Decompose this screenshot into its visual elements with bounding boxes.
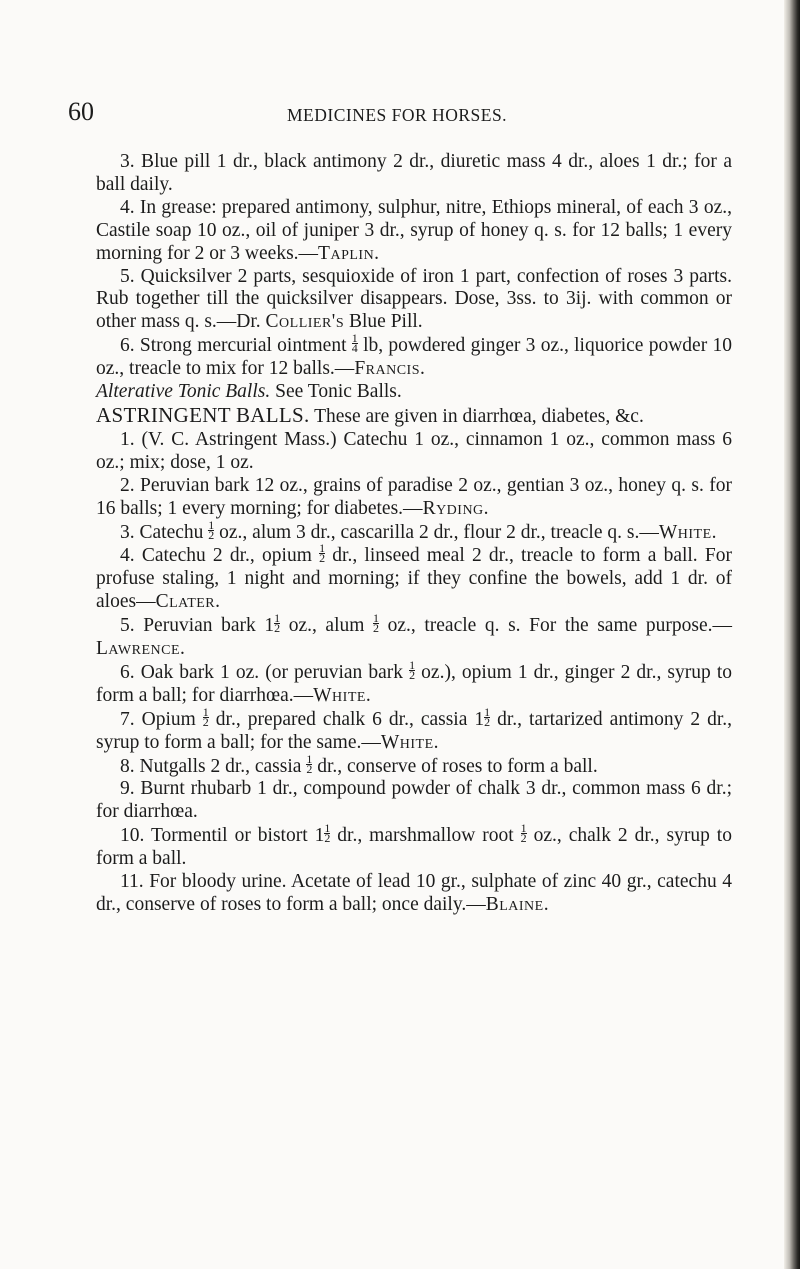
entry-4: 4. In grease: prepared antimony, sulphur, nitre, Ethiops mineral, of each 3 oz., Castile soap 10 oz., oil of juniper 3 dr., syrup of honey q. s. for 12 balls; 1 every morning for 2 or 3 weeks.—Taplin. bbox=[96, 196, 732, 264]
astringent-entry-10: 10. Tormentil or bistort 1 $\frac{1}{2}$ dr., marshmallow root $\frac{1}{2}$ oz., chalk 2 dr., syrup to form a ball. bbox=[96, 821, 732, 870]
fraction: $\frac{1}{2}$ bbox=[373, 611, 380, 636]
entry-3: 3. Blue pill 1 dr., black antimony 2 dr., diuretic mass 4 dr., aloes 1 dr.; for a ball daily. bbox=[96, 151, 732, 195]
book-spine-edge bbox=[784, 0, 800, 1269]
fraction: $\frac{1}{2}$ bbox=[202, 704, 209, 729]
author-name: Collier's bbox=[265, 311, 345, 333]
author-name: White. bbox=[380, 731, 440, 753]
fraction: $\frac{1}{2}$ bbox=[409, 657, 416, 682]
author-name: Clater. bbox=[155, 591, 221, 613]
astringent-entry-9: 9. Burnt rhubarb 1 dr., compound powder of chalk 3 dr., common mass 6 dr.; for diarrhœa. bbox=[96, 778, 732, 823]
astringent-entry-11: 11. For bloody urine. Acetate of lead 10 gr., sulphate of zinc 40 gr., catechu 4 dr., conserve of roses to form a ball; once daily.—Blaine. bbox=[96, 871, 732, 915]
fraction: $\frac{1}{2}$ bbox=[306, 751, 313, 776]
author-name: Taplin. bbox=[318, 242, 380, 264]
author-name: Lawrence. bbox=[96, 638, 186, 660]
fraction: $\frac{1}{2}$ bbox=[208, 517, 215, 542]
fraction: $\frac{1}{2}$ bbox=[324, 821, 331, 846]
author-name: White. bbox=[313, 684, 372, 706]
entry-6: 6. Strong mercurial ointment $\frac{1}{4}$ lb, powdered ginger 3 oz., liquorice powder 10 oz., treacle to mix for 12 balls.—Francis. bbox=[96, 331, 732, 380]
author-name: White. bbox=[658, 521, 717, 543]
alterative-tonic-note: Alterative Tonic Balls. See Tonic Balls. bbox=[96, 381, 402, 403]
astringent-entry-1: 1. (V. C. Astringent Mass.) Catechu 1 oz., cinnamon 1 oz., common mass 6 oz.; mix; dose, 1 oz. bbox=[96, 428, 732, 473]
astringent-entry-5: 5. Peruvian bark 1 $\frac{1}{2}$ oz., alum $\frac{1}{2}$ oz., treacle q. s. For the same purpose.—Lawrence. bbox=[96, 611, 732, 660]
page-number: 60 bbox=[68, 97, 94, 126]
author-name: Blaine. bbox=[485, 894, 550, 915]
fraction: $\frac{1}{2}$ bbox=[520, 821, 527, 846]
fraction: $\frac{1}{2}$ bbox=[484, 704, 491, 729]
alterative-title: Alterative Tonic Balls. bbox=[96, 381, 271, 403]
astringent-entry-6: 6. Oak bark 1 oz. (or peruvian bark $\frac{1}{2}$ oz.), opium 1 dr., ginger 2 dr., syrup to form a ball; for diarrhœa.—White. bbox=[96, 657, 732, 706]
author-name: Ryding. bbox=[422, 497, 490, 519]
astringent-entry-7: 7. Opium $\frac{1}{2}$ dr., prepared chalk 6 dr., cassia 1 $\frac{1}{2}$ dr., tartarized antimony 2 dr., syrup to form a ball; for the same.—White. bbox=[96, 704, 733, 753]
running-title: MEDICINES FOR HORSES. bbox=[287, 105, 508, 125]
page-header bbox=[0, 97, 800, 137]
astringent-balls-section: ASTRINGENT BALLS. These are given in diarrhœa, diabetes, &c. bbox=[96, 402, 644, 427]
astringent-entry-2: 2. Peruvian bark 12 oz., grains of paradise 2 oz., gentian 3 oz., honey q. s. for 16 balls; 1 every morning; for diabetes.—Ryding. bbox=[96, 474, 732, 519]
section-heading: ASTRINGENT BALLS. bbox=[96, 402, 310, 427]
astringent-entry-4: 4. Catechu 2 dr., opium $\frac{1}{2}$ dr., linseed meal 2 dr., treacle to form a ball. For profuse staling, 1 night and morning; if they confine the bowels, add 1 dr. of aloes—Clater. bbox=[96, 541, 732, 613]
fraction: $\frac{1}{2}$ bbox=[274, 611, 281, 636]
astringent-entry-3: 3. Catechu $\frac{1}{2}$ oz., alum 3 dr., cascarilla 2 dr., flour 2 dr., treacle q. s.—White. bbox=[120, 517, 717, 543]
fraction: $\frac{1}{2}$ bbox=[319, 541, 326, 566]
fraction: $\frac{1}{4}$ bbox=[351, 331, 358, 356]
page-body bbox=[96, 151, 732, 917]
entry-5: 5. Quicksilver 2 parts, sesquioxide of iron 1 part, confection of roses 3 parts. Rub together till the quicksilver disappears. Dose, 3ss. to 3ij. with common or other mass q. s.—Dr. Collier's Blue Pill. bbox=[96, 265, 732, 333]
astringent-entry-8: 8. Nutgalls 2 dr., cassia $\frac{1}{2}$ dr., conserve of roses to form a ball. bbox=[120, 751, 598, 777]
author-name: Francis. bbox=[354, 358, 426, 380]
